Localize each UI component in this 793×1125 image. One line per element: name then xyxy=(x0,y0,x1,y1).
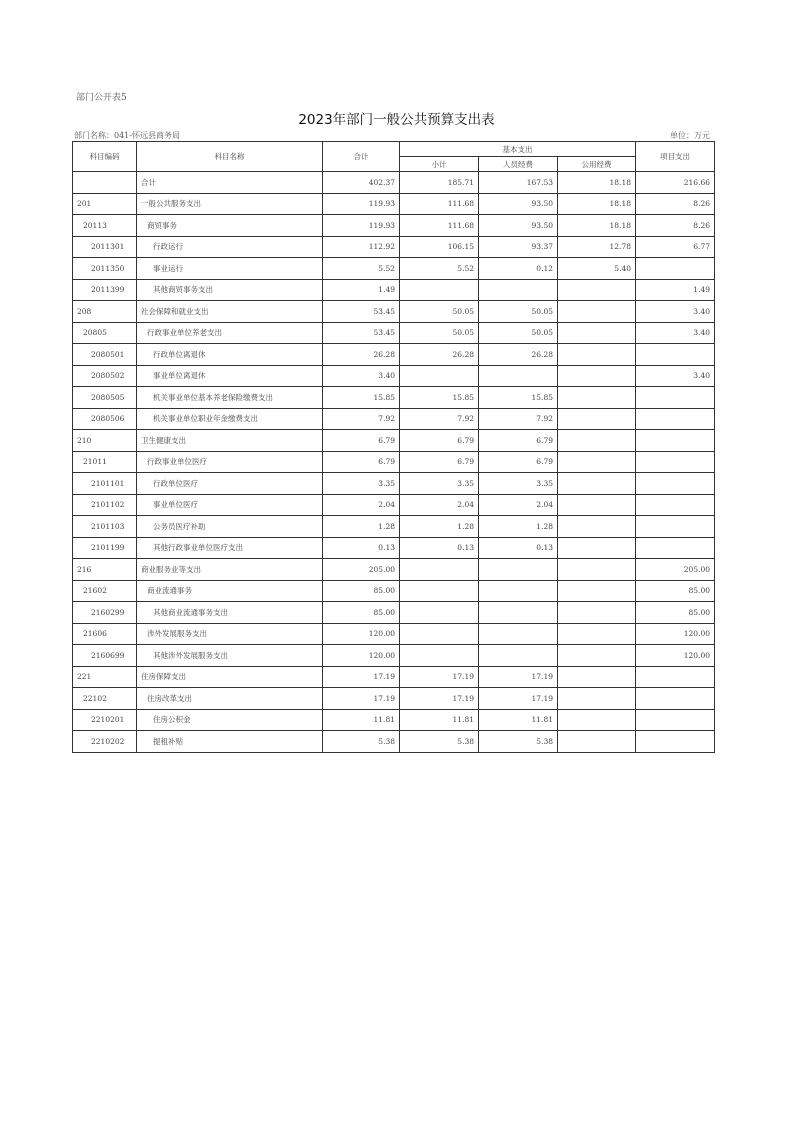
header-subtotal: 小计 xyxy=(400,157,479,172)
table-row xyxy=(73,236,715,258)
cell-subtotal: 6.79 xyxy=(400,451,479,473)
cell-personnel: 3.35 xyxy=(479,473,558,495)
cell-total: 5.38 xyxy=(323,731,400,753)
cell-subtotal: 3.35 xyxy=(400,473,479,495)
cell-project xyxy=(636,516,715,538)
cell-public xyxy=(558,559,636,581)
cell-personnel: 17.19 xyxy=(479,688,558,710)
table-row xyxy=(73,344,715,366)
cell-project: 85.00 xyxy=(636,602,715,624)
cell-code: 221 xyxy=(73,666,137,688)
cell-subtotal: 6.79 xyxy=(400,430,479,452)
cell-total: 119.93 xyxy=(323,193,400,215)
table-row xyxy=(73,172,715,194)
cell-public xyxy=(558,365,636,387)
cell-public xyxy=(558,344,636,366)
cell-personnel xyxy=(479,365,558,387)
table-row xyxy=(73,559,715,581)
cell-code: 2011399 xyxy=(73,279,137,301)
budget-table xyxy=(72,141,715,753)
cell-total: 1.28 xyxy=(323,516,400,538)
cell-total: 53.45 xyxy=(323,301,400,323)
cell-name: 其他商贸事务支出 xyxy=(137,279,323,301)
cell-personnel: 15.85 xyxy=(479,387,558,409)
cell-public xyxy=(558,451,636,473)
cell-subtotal: 5.38 xyxy=(400,731,479,753)
table-row xyxy=(73,258,715,280)
cell-code: 22102 xyxy=(73,688,137,710)
table-row xyxy=(73,193,715,215)
cell-code: 210 xyxy=(73,430,137,452)
cell-personnel xyxy=(479,279,558,301)
table-row xyxy=(73,580,715,602)
cell-code: 2011301 xyxy=(73,236,137,258)
cell-total: 0.13 xyxy=(323,537,400,559)
cell-total: 2.04 xyxy=(323,494,400,516)
cell-code: 2101103 xyxy=(73,516,137,538)
cell-personnel: 11.81 xyxy=(479,709,558,731)
cell-personnel: 50.05 xyxy=(479,322,558,344)
cell-public xyxy=(558,387,636,409)
cell-public xyxy=(558,731,636,753)
cell-public xyxy=(558,688,636,710)
cell-project xyxy=(636,430,715,452)
cell-code: 20805 xyxy=(73,322,137,344)
cell-total: 7.92 xyxy=(323,408,400,430)
cell-project xyxy=(636,258,715,280)
cell-subtotal: 7.92 xyxy=(400,408,479,430)
table-row xyxy=(73,731,715,753)
cell-project: 8.26 xyxy=(636,215,715,237)
cell-personnel: 93.37 xyxy=(479,236,558,258)
cell-subtotal: 1.28 xyxy=(400,516,479,538)
cell-code xyxy=(73,172,137,194)
cell-name: 其他行政事业单位医疗支出 xyxy=(137,537,323,559)
table-row xyxy=(73,623,715,645)
cell-name: 机关事业单位职业年金缴费支出 xyxy=(137,408,323,430)
header-basic: 基本支出 xyxy=(400,142,636,157)
cell-code: 208 xyxy=(73,301,137,323)
cell-subtotal xyxy=(400,279,479,301)
cell-public xyxy=(558,602,636,624)
cell-total: 5.52 xyxy=(323,258,400,280)
cell-total: 120.00 xyxy=(323,645,400,667)
document-title: 2023年部门一般公共预算支出表 xyxy=(298,112,495,128)
header-public: 公用经费 xyxy=(558,157,636,172)
cell-subtotal: 17.19 xyxy=(400,666,479,688)
cell-personnel: 50.05 xyxy=(479,301,558,323)
cell-subtotal: 50.05 xyxy=(400,322,479,344)
cell-code: 2101101 xyxy=(73,473,137,495)
cell-code: 216 xyxy=(73,559,137,581)
cell-subtotal: 17.19 xyxy=(400,688,479,710)
cell-project: 120.00 xyxy=(636,645,715,667)
cell-name: 事业单位离退休 xyxy=(137,365,323,387)
cell-personnel xyxy=(479,623,558,645)
cell-public xyxy=(558,516,636,538)
cell-total: 15.85 xyxy=(323,387,400,409)
cell-project: 3.40 xyxy=(636,301,715,323)
cell-name: 提租补贴 xyxy=(137,731,323,753)
cell-subtotal: 26.28 xyxy=(400,344,479,366)
table-row xyxy=(73,365,715,387)
cell-name: 涉外发展服务支出 xyxy=(137,623,323,645)
cell-project: 216.66 xyxy=(636,172,715,194)
cell-total: 17.19 xyxy=(323,666,400,688)
table-row xyxy=(73,322,715,344)
cell-subtotal: 111.68 xyxy=(400,215,479,237)
table-row xyxy=(73,408,715,430)
cell-name: 住房改革支出 xyxy=(137,688,323,710)
cell-public xyxy=(558,301,636,323)
cell-code: 2101102 xyxy=(73,494,137,516)
cell-project: 120.00 xyxy=(636,623,715,645)
cell-code: 2210201 xyxy=(73,709,137,731)
cell-project xyxy=(636,537,715,559)
cell-name: 行政单位医疗 xyxy=(137,473,323,495)
cell-subtotal: 111.68 xyxy=(400,193,479,215)
cell-name: 行政单位离退休 xyxy=(137,344,323,366)
cell-total: 26.28 xyxy=(323,344,400,366)
table-row xyxy=(73,301,715,323)
cell-project xyxy=(636,387,715,409)
cell-project: 85.00 xyxy=(636,580,715,602)
cell-subtotal xyxy=(400,580,479,602)
cell-project: 6.77 xyxy=(636,236,715,258)
cell-public xyxy=(558,580,636,602)
table-row xyxy=(73,494,715,516)
cell-total: 112.92 xyxy=(323,236,400,258)
cell-name: 机关事业单位基本养老保险缴费支出 xyxy=(137,387,323,409)
cell-personnel: 2.04 xyxy=(479,494,558,516)
cell-subtotal: 50.05 xyxy=(400,301,479,323)
cell-project xyxy=(636,344,715,366)
cell-public xyxy=(558,666,636,688)
table-row xyxy=(73,709,715,731)
cell-total: 6.79 xyxy=(323,430,400,452)
cell-code: 21602 xyxy=(73,580,137,602)
table-row xyxy=(73,645,715,667)
document-label: 部门公开表5 xyxy=(76,93,127,103)
header-name: 科目名称 xyxy=(137,142,323,172)
cell-subtotal xyxy=(400,365,479,387)
cell-name: 住房公积金 xyxy=(137,709,323,731)
table-body xyxy=(73,172,715,753)
cell-name: 一般公共服务支出 xyxy=(137,193,323,215)
cell-name: 住房保障支出 xyxy=(137,666,323,688)
cell-code: 201 xyxy=(73,193,137,215)
cell-total: 11.81 xyxy=(323,709,400,731)
cell-name: 行政事业单位医疗 xyxy=(137,451,323,473)
cell-project: 8.26 xyxy=(636,193,715,215)
cell-subtotal: 2.04 xyxy=(400,494,479,516)
cell-total: 3.40 xyxy=(323,365,400,387)
table-row xyxy=(73,215,715,237)
cell-name: 其他商业流通事务支出 xyxy=(137,602,323,624)
cell-code: 2080501 xyxy=(73,344,137,366)
cell-project: 3.40 xyxy=(636,322,715,344)
unit-label: 单位：万元 xyxy=(670,131,710,140)
cell-code: 2210202 xyxy=(73,731,137,753)
cell-personnel: 7.92 xyxy=(479,408,558,430)
cell-personnel: 5.38 xyxy=(479,731,558,753)
cell-total: 1.49 xyxy=(323,279,400,301)
cell-personnel: 6.79 xyxy=(479,451,558,473)
table-row xyxy=(73,387,715,409)
header-project: 项目支出 xyxy=(636,142,715,172)
cell-personnel xyxy=(479,645,558,667)
cell-total: 6.79 xyxy=(323,451,400,473)
table-header-row xyxy=(73,142,715,157)
cell-code: 2080502 xyxy=(73,365,137,387)
cell-subtotal xyxy=(400,623,479,645)
table-row xyxy=(73,602,715,624)
cell-name: 商贸事务 xyxy=(137,215,323,237)
table-row xyxy=(73,473,715,495)
cell-code: 2080505 xyxy=(73,387,137,409)
cell-total: 119.93 xyxy=(323,215,400,237)
cell-name: 行政事业单位养老支出 xyxy=(137,322,323,344)
table-row xyxy=(73,430,715,452)
cell-project xyxy=(636,731,715,753)
cell-public xyxy=(558,279,636,301)
cell-subtotal xyxy=(400,559,479,581)
header-total: 合计 xyxy=(323,142,400,172)
cell-name: 合计 xyxy=(137,172,323,194)
cell-total: 3.35 xyxy=(323,473,400,495)
cell-name: 社会保障和就业支出 xyxy=(137,301,323,323)
cell-personnel: 93.50 xyxy=(479,193,558,215)
cell-personnel: 1.28 xyxy=(479,516,558,538)
cell-subtotal xyxy=(400,645,479,667)
cell-code: 20113 xyxy=(73,215,137,237)
cell-project xyxy=(636,494,715,516)
cell-name: 卫生健康支出 xyxy=(137,430,323,452)
cell-public xyxy=(558,623,636,645)
cell-project: 3.40 xyxy=(636,365,715,387)
cell-personnel: 6.79 xyxy=(479,430,558,452)
cell-project xyxy=(636,709,715,731)
cell-code: 21606 xyxy=(73,623,137,645)
table-row xyxy=(73,279,715,301)
cell-name: 行政运行 xyxy=(137,236,323,258)
table-row xyxy=(73,516,715,538)
cell-name: 事业单位医疗 xyxy=(137,494,323,516)
cell-subtotal: 5.52 xyxy=(400,258,479,280)
cell-public xyxy=(558,645,636,667)
table-row xyxy=(73,451,715,473)
cell-project xyxy=(636,473,715,495)
cell-code: 21011 xyxy=(73,451,137,473)
cell-project: 1.49 xyxy=(636,279,715,301)
table-row xyxy=(73,666,715,688)
cell-personnel xyxy=(479,602,558,624)
cell-name: 事业运行 xyxy=(137,258,323,280)
cell-project xyxy=(636,666,715,688)
cell-public xyxy=(558,537,636,559)
cell-project xyxy=(636,451,715,473)
cell-subtotal: 106.15 xyxy=(400,236,479,258)
cell-public xyxy=(558,322,636,344)
cell-subtotal xyxy=(400,602,479,624)
cell-public xyxy=(558,430,636,452)
cell-public: 12.78 xyxy=(558,236,636,258)
cell-name: 公务员医疗补助 xyxy=(137,516,323,538)
cell-name: 商业服务业等支出 xyxy=(137,559,323,581)
cell-name: 其他涉外发展服务支出 xyxy=(137,645,323,667)
cell-total: 402.37 xyxy=(323,172,400,194)
cell-name: 商业流通事务 xyxy=(137,580,323,602)
cell-personnel: 17.19 xyxy=(479,666,558,688)
cell-subtotal: 11.81 xyxy=(400,709,479,731)
cell-project xyxy=(636,688,715,710)
cell-personnel: 167.53 xyxy=(479,172,558,194)
cell-total: 205.00 xyxy=(323,559,400,581)
cell-public xyxy=(558,709,636,731)
table-row xyxy=(73,688,715,710)
cell-personnel xyxy=(479,559,558,581)
cell-public xyxy=(558,473,636,495)
cell-public: 5.40 xyxy=(558,258,636,280)
cell-code: 2011350 xyxy=(73,258,137,280)
cell-public: 18.18 xyxy=(558,215,636,237)
cell-personnel: 26.28 xyxy=(479,344,558,366)
cell-public: 18.18 xyxy=(558,193,636,215)
cell-project xyxy=(636,408,715,430)
cell-public xyxy=(558,408,636,430)
cell-personnel: 93.50 xyxy=(479,215,558,237)
cell-code: 2160299 xyxy=(73,602,137,624)
cell-personnel xyxy=(479,580,558,602)
cell-subtotal: 0.13 xyxy=(400,537,479,559)
cell-total: 85.00 xyxy=(323,580,400,602)
cell-total: 53.45 xyxy=(323,322,400,344)
cell-personnel: 0.13 xyxy=(479,537,558,559)
cell-total: 120.00 xyxy=(323,623,400,645)
cell-subtotal: 185.71 xyxy=(400,172,479,194)
cell-code: 2080506 xyxy=(73,408,137,430)
header-code: 科目编码 xyxy=(73,142,137,172)
cell-code: 2160699 xyxy=(73,645,137,667)
cell-public: 18.18 xyxy=(558,172,636,194)
header-personnel: 人员经费 xyxy=(479,157,558,172)
cell-public xyxy=(558,494,636,516)
table-row xyxy=(73,537,715,559)
cell-code: 2101199 xyxy=(73,537,137,559)
cell-personnel: 0.12 xyxy=(479,258,558,280)
department-name: 部门名称：041-怀远县商务局 xyxy=(74,131,180,140)
cell-subtotal: 15.85 xyxy=(400,387,479,409)
cell-total: 17.19 xyxy=(323,688,400,710)
cell-project: 205.00 xyxy=(636,559,715,581)
cell-total: 85.00 xyxy=(323,602,400,624)
